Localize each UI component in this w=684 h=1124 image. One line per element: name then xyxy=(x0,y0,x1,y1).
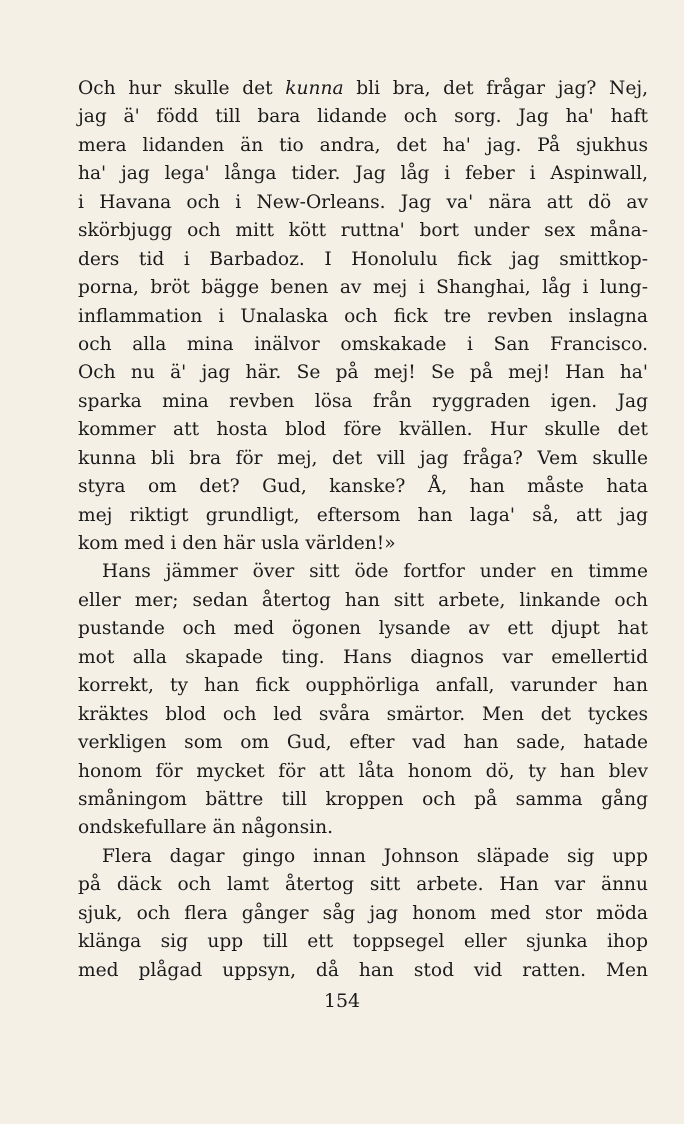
text-line-3: mera lidanden än tio andra, det ha' jag. På sjukhus xyxy=(78,134,648,156)
text-line-27: ondskefullare än någonsin. xyxy=(78,817,334,839)
text-line-14: kunna bli bra för mej, det vill jag fråga? Vem skulle xyxy=(78,447,648,469)
text-line-5: i Havana och i New-Orleans. Jag va' nära att dö av xyxy=(78,191,648,213)
page-text xyxy=(78,75,648,985)
text-line-17: kom med i den här usla världen!» xyxy=(78,533,396,554)
text-line-18: Hans jämmer över sitt öde fortfor under en timme xyxy=(102,561,648,583)
line-1-before: Och hur skulle det xyxy=(78,78,286,99)
text-line-26: småningom bättre till kroppen och på samma gång xyxy=(78,788,648,810)
line-1-after: bli bra, det frågar jag? Nej, xyxy=(343,78,648,99)
text-line-31: klänga sig upp till ett toppsegel eller sjunka ihop xyxy=(78,931,648,953)
text-line-24: verkligen som om Gud, efter vad han sade, hatade xyxy=(78,732,648,754)
text-line-12: sparka mina revben lösa från ryggraden igen. Jag xyxy=(78,390,648,412)
text-line-1 xyxy=(78,75,648,103)
text-line-10: och alla mina inälvor omskakade i San Francisco. xyxy=(78,333,648,355)
italic-kunna: kunna xyxy=(285,78,344,99)
text-line-16: mej riktigt grundligt, eftersom han laga' så, att jag xyxy=(78,504,648,526)
text-line-15: styra om det? Gud, kanske? Å, han måste hata xyxy=(78,476,648,498)
text-line-8: porna, bröt bägge benen av mej i Shanghai, låg i lung- xyxy=(78,277,648,299)
text-line-6: skörbjugg och mitt kött ruttna' bort under sex måna- xyxy=(78,220,648,242)
text-line-7: ders tid i Barbadoz. I Honolulu fick jag smittkop- xyxy=(78,248,648,270)
text-line-28: Flera dagar gingo innan Johnson släpade sig upp xyxy=(102,845,648,867)
text-line-11: Och nu ä' jag här. Se på mej! Se på mej! Han ha' xyxy=(78,362,648,384)
text-line-32: med plågad uppsyn, då han stod vid ratten. Men xyxy=(78,959,648,981)
text-line-21: mot alla skapade ting. Hans diagnos var emellertid xyxy=(78,646,648,668)
text-line-2: jag ä' född till bara lidande och sorg. Jag ha' haft xyxy=(78,106,648,128)
page-number: 154 xyxy=(323,990,361,1012)
text-line-19: eller mer; sedan återtog han sitt arbete, linkande och xyxy=(78,589,648,611)
text-line-29: på däck och lamt återtog sitt arbete. Han var ännu xyxy=(78,874,648,896)
text-line-4: ha' jag lega' långa tider. Jag låg i feber i Aspinwall, xyxy=(78,163,648,185)
text-line-20: pustande och med ögonen lysande av ett djupt hat xyxy=(78,618,648,640)
text-line-30: sjuk, och flera gånger såg jag honom med stor möda xyxy=(78,902,648,924)
text-line-25: honom för mycket för att låta honom dö, ty han blev xyxy=(78,760,648,782)
text-line-13: kommer att hosta blod före kvällen. Hur skulle det xyxy=(78,419,648,441)
text-line-22: korrekt, ty han fick oupphörliga anfall, varunder han xyxy=(78,675,648,697)
text-line-9: inflammation i Unalaska och fick tre revben inslagna xyxy=(78,305,648,327)
text-line-23: kräktes blod och led svåra smärtor. Men det tyckes xyxy=(78,703,648,725)
